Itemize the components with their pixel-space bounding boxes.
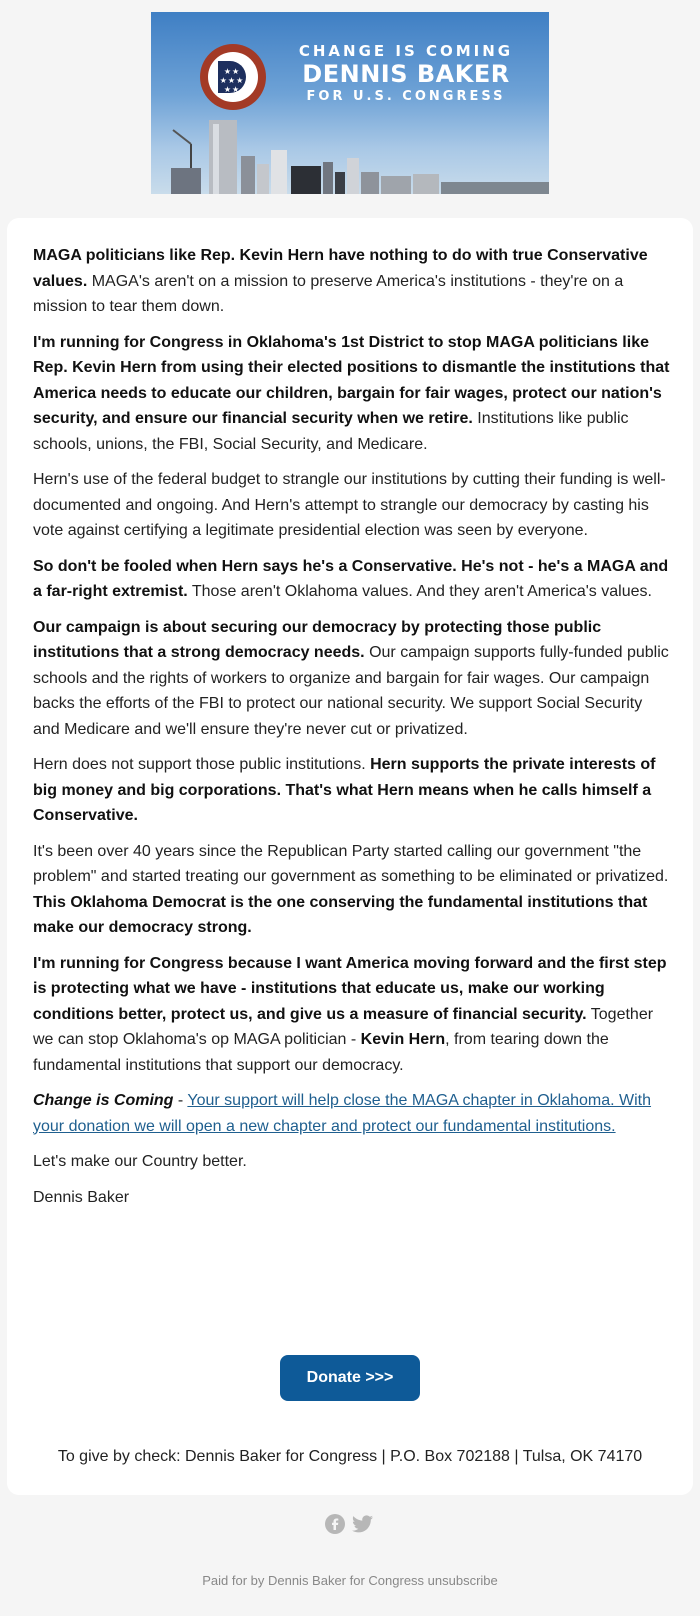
paragraph-7 <box>33 839 673 941</box>
paragraph-5 <box>33 615 673 743</box>
p7-text: It's been over 40 years since the Republican Party started calling our government "the problem" and started treating our government as something to be eliminated or privatized. <box>33 842 669 885</box>
paragraph-4 <box>33 554 673 605</box>
social-links <box>325 1514 375 1534</box>
p2-bold: I'm running for Congress in Oklahoma's 1st District to stop MAGA politicians like Rep. Kevin Hern from using their elected positions to dismantle the institutions that America needs to educate our children, bargain for fair wages, protect our nation's security, and ensure our financial security when we retire. <box>33 333 670 427</box>
p4-text: Those aren't Oklahoma values. And they aren't America's values. <box>187 583 652 600</box>
donate-button[interactable]: Donate >>> <box>280 1355 420 1401</box>
letter-content <box>33 243 673 1220</box>
facebook-icon[interactable] <box>325 1514 345 1539</box>
paragraph-6 <box>33 752 673 829</box>
banner-line3: FOR U.S. CONGRESS <box>306 89 506 104</box>
star-icon: ★★ ★★★ ★★ <box>218 61 246 93</box>
footer <box>0 1573 700 1588</box>
p8-bold-name: Kevin Hern <box>360 1031 446 1048</box>
p6-bold: Hern supports the private interests of big money and big corporations. That's what Hern means when he calls himself a Conservative. <box>33 756 656 824</box>
paragraph-10: Let's make our Country better. <box>33 1153 247 1170</box>
p8-bold: I'm running for Congress because I want America moving forward and the first step is protecting what we have - institutions that educate us, make our working conditions better, protect us, and give us a measure of financial security. <box>33 954 667 1023</box>
p5-text: Our campaign supports fully-funded public schools and the rights of workers to organize and bargain for fair wages. Our campaign backs the efforts of the FBI to protect our national security. We support Social Security and Medicare and we'll ensure they're never cut or privatized. <box>33 644 669 738</box>
unsubscribe-link[interactable]: unsubscribe <box>427 1573 498 1588</box>
banner-line1: CHANGE IS COMING <box>298 42 514 60</box>
city-skyline <box>151 114 549 194</box>
p2-text: Institutions like public schools, unions, the FBI, Social Security, and Medicare. <box>33 410 629 453</box>
p8-text: Together we can stop Oklahoma's op MAGA politician - <box>33 1005 654 1048</box>
signature: Dennis Baker <box>33 1188 130 1206</box>
paid-for-by-text: Paid for by Dennis Baker for Congress <box>202 1573 425 1588</box>
p1-text: MAGA's aren't on a mission to preserve America's institutions - they're on a mission to tear them down. <box>33 272 624 315</box>
paragraph-8 <box>33 951 673 1079</box>
email-body-card <box>7 218 693 1495</box>
donation-link[interactable]: Your support will help close the MAGA chapter in Oklahoma. With your donation we will open a new chapter and protect our fundamental institutions. <box>33 1092 652 1135</box>
p6-text: Hern does not support those public institutions. <box>33 756 371 773</box>
p8-text-end: , from tearing down the fundamental institutions that support our democracy. <box>33 1031 609 1074</box>
banner-headline <box>276 42 536 106</box>
paragraph-2 <box>33 330 673 458</box>
change-is-coming-emphasis: Change is Coming <box>33 1092 174 1109</box>
check-mailing-address: To give by check: Dennis Baker for Congress | P.O. Box 702188 | Tulsa, OK 74170 <box>57 1448 643 1465</box>
p5-bold: Our campaign is about securing our democracy by protecting those public institutions that a strong democracy needs. <box>33 618 602 661</box>
campaign-logo <box>200 44 266 110</box>
p3-text: Hern's use of the federal budget to strangle our institutions by cutting their funding is well- documented and ongoing. And Hern's attempt to strangle our democracy by casting his vote against certifying a legitimate presidential election was seen by everyone. <box>33 471 666 539</box>
twitter-icon[interactable] <box>352 1515 373 1538</box>
header-banner <box>151 12 549 194</box>
p7-bold: This Oklahoma Democrat is the one conserving the fundamental institutions that make our democracy strong. <box>33 893 648 936</box>
paragraph-3 <box>33 467 673 544</box>
paragraph-1 <box>33 243 673 320</box>
p4-bold: So don't be fooled when Hern says he's a Conservative. He's not - he's a MAGA and a far-right extremist. <box>33 557 669 600</box>
paragraph-9 <box>33 1088 673 1139</box>
banner-line2: DENNIS BAKER <box>302 60 510 88</box>
p9-dash: - <box>173 1092 188 1109</box>
p1-bold: MAGA politicians like Rep. Kevin Hern have nothing to do with true Conservative values. <box>33 247 648 290</box>
